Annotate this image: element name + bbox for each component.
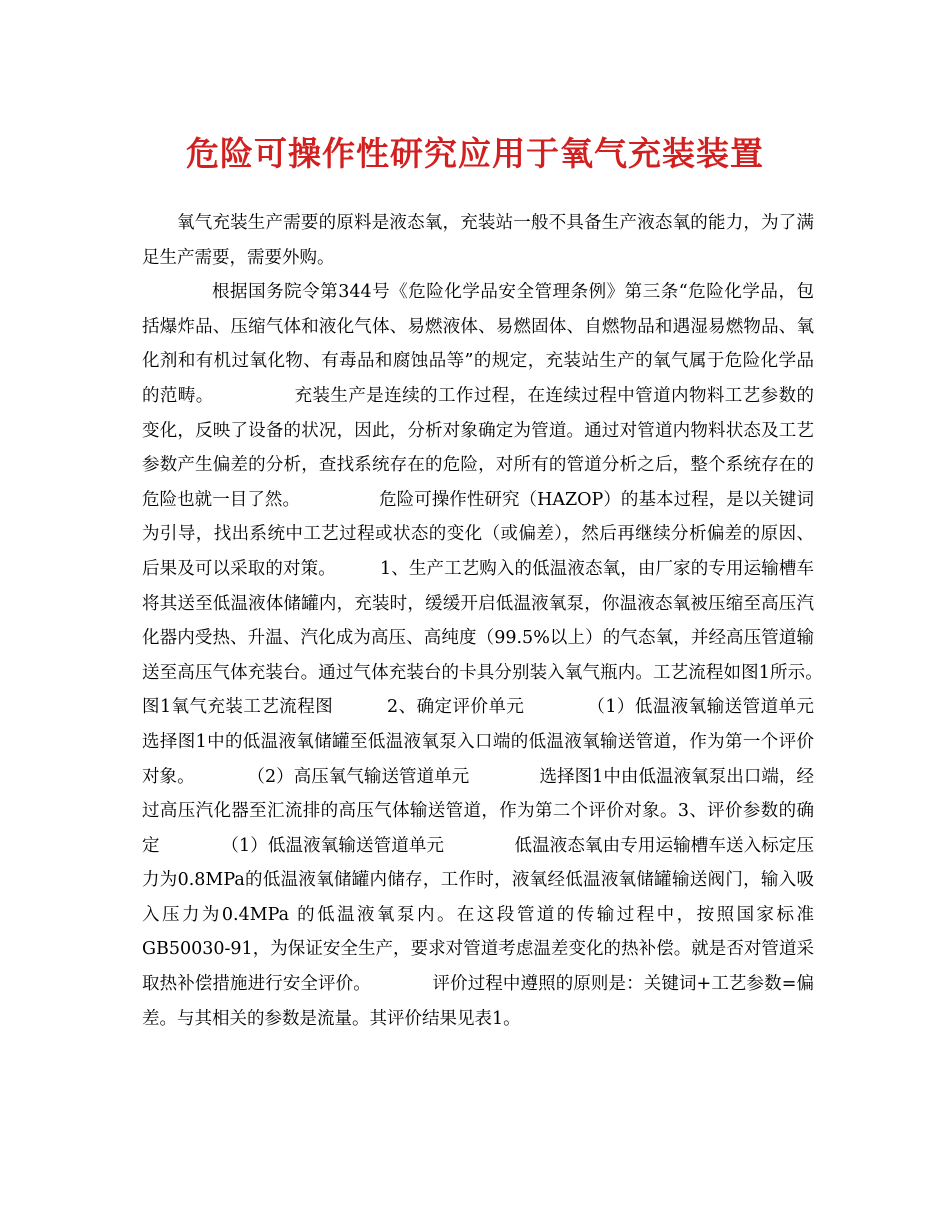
paragraph-main: 根据国务院令第344号《危险化学品安全管理条例》第三条“危险化学品，包括爆炸品、压缩气体和液化气体、易燃液体、易燃固体、自燃物品和遇湿易燃物品、氧化剂和有机过氧化物、有毒品和腐蚀品等”的规定，充装站生产的氧气属于危险化学品的范畴。 充装生产是连续的工作过程，在连续过程中管道内物料工艺参数的变化，反映了设备的状况，因此，分析对象确定为管道。通过对管道内物料状态及工艺参数产生偏差的分析，查找系统存在的危险，对所有的管道分析之后，整个系统存在的危险也就一目了然。 危险可操作性研究（HAZOP）的基本过程，是以关键词为引导，找出系统中工艺过程或状态的变化（或偏差），然后再继续分析偏差的原因、后果及可以采取的对策。 1、生产工艺购入的低温液态氧，由厂家的专用运输槽车将其送至低温液体储罐内，充装时，缓缓开启低温液氧泵，你温液态氧被压缩至高压汽化器内受热、升温、汽化成为高压、高纯度（99.5%以上）的气态氧，并经高压管道输送至高压气体充装台。通过气体充装台的卡具分别装入氧气瓶内。工艺流程如图1所示。 图1氧气充装工艺流程图 2、确定评价单元 （1）低温液氧输送管道单元选择图1中的低温液氧储罐至低温液氧泵入口端的低温液氧输送管道，作为第一个评价对象。 （2）高压氧气输送管道单元 选择图1中由低温液氧泵出口端，经过高压汽化器至汇流排的高压气体输送管道，作为第二个评价对象。3、评价参数的确定 （1）低温液氧输送管道单元 低温液态氧由专用运输槽车送入标定压力为0.8MPa的低温液氧储罐内储存，工作时，液氧经低温液氧储罐输送阀门，输入吸入压力为0.4MPa 的低温液氧泵内。在这段管道的传输过程中，按照国家标准GB50030-91，为保证安全生产，要求对管道考虑温差变化的热补偿。就是否对管道采取热补偿措施进行安全评价。 评价过程中遵照的原则是：关键词+工艺参数=偏差。与其相关的参数是流量。其评价结果见表1。 (142, 282, 884, 1029)
document-title: 危险可操作性研究应用于氧气充装装置 (186, 134, 764, 173)
document-body (142, 206, 884, 1036)
paragraph-intro: 氧气充装生产需要的原料是液态氧，充装站一般不具备生产液态氧的能力，为了满足生产需要，需要外购。 (142, 213, 814, 268)
